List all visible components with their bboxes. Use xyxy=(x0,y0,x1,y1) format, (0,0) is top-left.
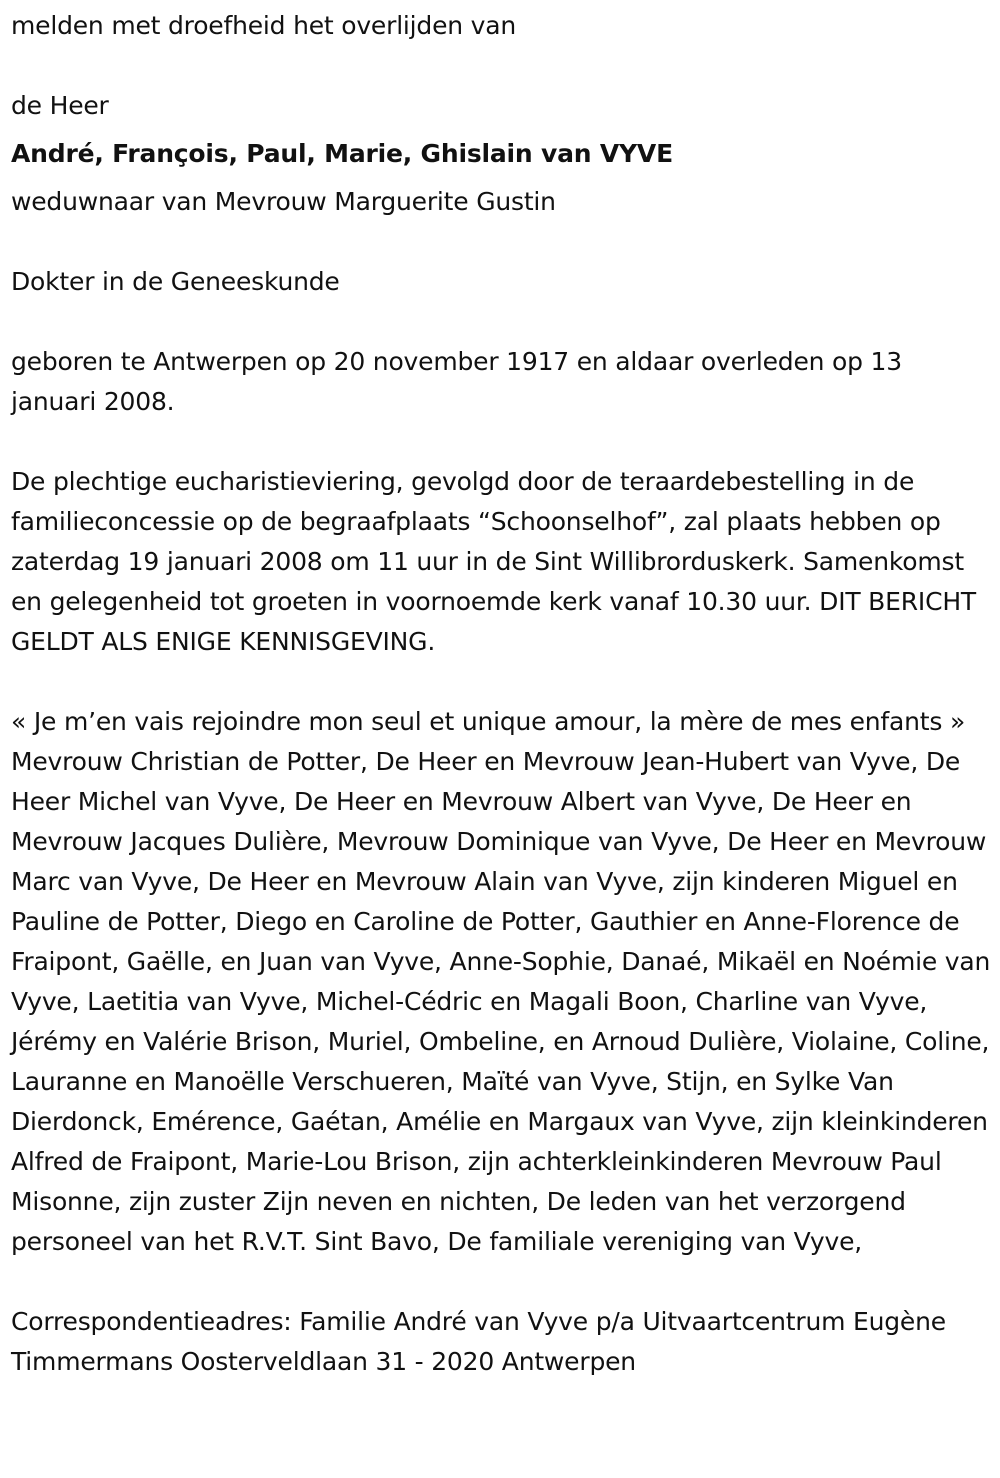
correspondence-address: Correspondentieadres: Familie André van Vyve p/a Uitvaartcentrum Eugène Timmermans Oosterveldlaan 31 - 2020 Antwerpen xyxy=(11,1307,946,1376)
birth-death-paragraph: geboren te Antwerpen op 20 november 1917 en aldaar overleden op 13 januari 2008. xyxy=(11,347,902,416)
spacer xyxy=(11,126,991,134)
family-paragraph: « Je m’en vais rejoindre mon seul et unique amour, la mère de mes enfants » Mevrouw Christian de Potter, De Heer en Mevrouw Jean-Hubert van Vyve, De Heer Michel van Vyve, De Heer en Mevrouw Albert van Vyve, De Heer en Mevrouw Jacques Dulière, Mevrouw Dominique van Vyve, De Heer en Mevrouw Marc van Vyve, De Heer en Mevrouw Alain van Vyve, zijn kinderen Miguel en Pauline de Potter, Diego en Caroline de Potter, Gauthier en Anne-Florence de Fraipont, Gaëlle, en Juan van Vyve, Anne-Sophie, Danaé, Mikaël en Noémie van Vyve, Laetitia van Vyve, Michel-Cédric en Magali Boon, Charline van Vyve, Jérémy en Valérie Brison, Muriel, Ombeline, en Arnoud Dulière, Violaine, Coline, Lauranne en Manoëlle Verschueren, Maïté van Vyve, Stijn, en Sylke Van Dierdonck, Emérence, Gaétan, Amélie en Margaux van Vyve, zijn kleinkinderen Alfred de Fraipont, Marie-Lou Brison, zijn achterkleinkinderen Mevrouw Paul Misonne, zijn zuster Zijn neven en nichten, De leden van het verzorgend personeel van het R.V.T. Sint Bavo, De familiale vereniging van Vyve, xyxy=(11,707,991,1256)
spacer xyxy=(11,222,991,262)
deceased-name: André, François, Paul, Marie, Ghislain van VYVE xyxy=(11,139,673,168)
spacer xyxy=(11,1262,991,1302)
widower-line: weduwnaar van Mevrouw Marguerite Gustin xyxy=(11,187,556,216)
salutation: de Heer xyxy=(11,91,109,120)
spacer xyxy=(11,46,991,86)
spacer xyxy=(11,174,991,182)
ceremony-paragraph: De plechtige eucharistieviering, gevolgd door de teraardebestelling in de familieconcessie op de begraafplaats “Schoonselhof”, zal plaats hebben op zaterdag 19 januari 2008 om 11 uur in de Sint Willibrorduskerk. Samenkomst en gelegenheid tot groeten in voornoemde kerk vanaf 10.30 uur. DIT BERICHT GELDT ALS ENIGE KENNISGEVING. xyxy=(11,467,976,656)
spacer xyxy=(11,662,991,702)
spacer xyxy=(11,302,991,342)
spacer xyxy=(11,422,991,462)
death-notice xyxy=(11,6,991,1382)
intro-line: melden met droefheid het overlijden van xyxy=(11,11,517,40)
profession: Dokter in de Geneeskunde xyxy=(11,267,340,296)
